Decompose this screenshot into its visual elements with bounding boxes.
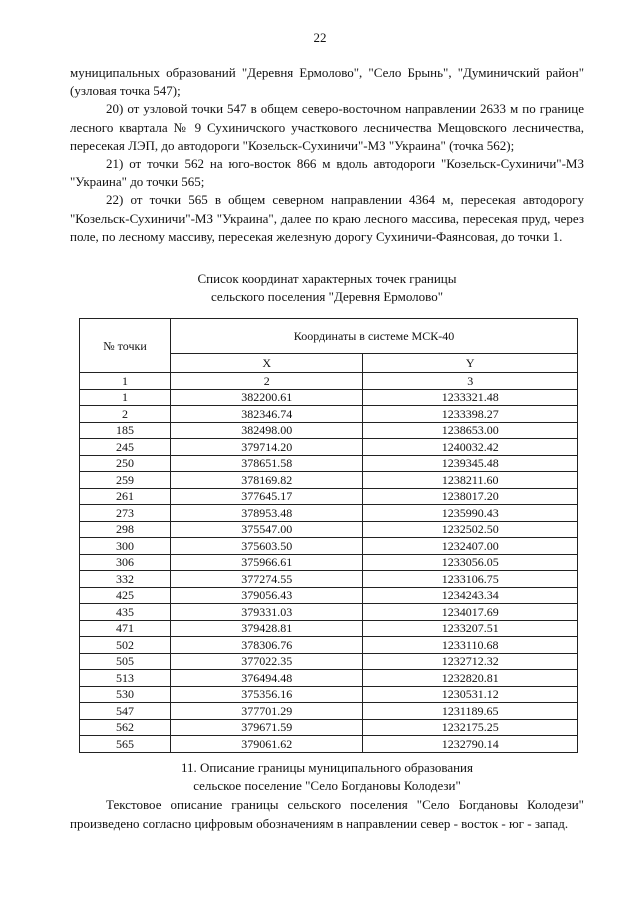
- coordinates-list-title: [60, 270, 594, 306]
- section-11-title: [60, 759, 594, 795]
- list-title-line-1: Список координат характерных точек границы: [197, 271, 457, 286]
- y-coordinate-cell: 1239345.48: [363, 455, 578, 472]
- header-y: Y: [363, 354, 578, 373]
- table-row: [80, 488, 578, 505]
- x-coordinate-cell: 377701.29: [171, 703, 363, 720]
- y-coordinate-cell: 1238211.60: [363, 472, 578, 489]
- paragraph-21: 21) от точки 562 на юго-восток 866 м вдоль автодороги "Козельск-Сухиничи"-МЗ "Украина" до точки 565;: [70, 156, 584, 190]
- point-number-cell: 505: [80, 653, 171, 670]
- y-coordinate-cell: 1232407.00: [363, 538, 578, 555]
- x-coordinate-cell: 377022.35: [171, 653, 363, 670]
- table-body: [80, 373, 578, 753]
- point-number-cell: 1: [80, 389, 171, 406]
- y-coordinate-cell: 1232502.50: [363, 521, 578, 538]
- table-row: [80, 439, 578, 456]
- table-row: [80, 521, 578, 538]
- point-number-cell: 300: [80, 538, 171, 555]
- table-row: [80, 538, 578, 555]
- y-coordinate-cell: 1234243.34: [363, 587, 578, 604]
- y-coordinate-cell: 1233321.48: [363, 389, 578, 406]
- table-row: [80, 703, 578, 720]
- section-11-paragraph: Текстовое описание границы сельского поселения "Село Богдановы Колодези" произведено согласно цифровым обозначениям в направлении север - восток - юг - запад.: [70, 797, 584, 831]
- x-coordinate-cell: 375547.00: [171, 521, 363, 538]
- x-coordinate-cell: 379428.81: [171, 620, 363, 637]
- y-coordinate-cell: 1230531.12: [363, 686, 578, 703]
- point-number-cell: 502: [80, 637, 171, 654]
- point-number-cell: 273: [80, 505, 171, 522]
- x-coordinate-cell: 378306.76: [171, 637, 363, 654]
- section-title-line-2: сельское поселение "Село Богдановы Колодези": [193, 778, 461, 793]
- point-number-cell: 530: [80, 686, 171, 703]
- point-number-cell: 250: [80, 455, 171, 472]
- x-coordinate-cell: 375356.16: [171, 686, 363, 703]
- table-row: [80, 455, 578, 472]
- table-row: [80, 719, 578, 736]
- x-coordinate-cell: 379331.03: [171, 604, 363, 621]
- point-number-cell: 259: [80, 472, 171, 489]
- x-coordinate-cell: 378953.48: [171, 505, 363, 522]
- point-number-cell: 425: [80, 587, 171, 604]
- section-11-description: [70, 796, 584, 833]
- table-row: [80, 637, 578, 654]
- table-row: [80, 604, 578, 621]
- table-row: [80, 653, 578, 670]
- point-number-cell: 185: [80, 422, 171, 439]
- x-coordinate-cell: 377274.55: [171, 571, 363, 588]
- y-coordinate-cell: 1233106.75: [363, 571, 578, 588]
- table-row: [80, 505, 578, 522]
- point-number-cell: 2: [80, 406, 171, 423]
- boundary-description: [70, 64, 584, 246]
- x-coordinate-cell: 382498.00: [171, 422, 363, 439]
- y-coordinate-cell: 1238017.20: [363, 488, 578, 505]
- list-title-line-2: сельского поселения "Деревня Ермолово": [210, 289, 444, 304]
- x-coordinate-cell: 375603.50: [171, 538, 363, 555]
- point-number-cell: 298: [80, 521, 171, 538]
- table-row: [80, 406, 578, 423]
- point-number-cell: 306: [80, 554, 171, 571]
- y-coordinate-cell: 1232712.32: [363, 653, 578, 670]
- y-coordinate-cell: 1233056.05: [363, 554, 578, 571]
- table-row: [80, 389, 578, 406]
- point-number-cell: 547: [80, 703, 171, 720]
- point-number-cell: 435: [80, 604, 171, 621]
- x-coordinate-cell: 378169.82: [171, 472, 363, 489]
- y-coordinate-cell: 1240032.42: [363, 439, 578, 456]
- paragraph-22: 22) от точки 565 в общем северном направлении 4364 м, пересекая автодорогу "Козельск-Сухиничи"-МЗ "Украина", далее по краю лесного массива, пересекая пруд, через поле, по лесному массиву, пересекая железную дорогу Сухиничи-Фаянсовая, до точки 1.: [70, 192, 584, 244]
- x-coordinate-cell: 379714.20: [171, 439, 363, 456]
- table-row: [80, 422, 578, 439]
- y-coordinate-cell: 1233110.68: [363, 637, 578, 654]
- x-coordinate-cell: 382346.74: [171, 406, 363, 423]
- table-row: [80, 620, 578, 637]
- y-coordinate-cell: 1234017.69: [363, 604, 578, 621]
- table-row: [80, 554, 578, 571]
- table-row: [80, 587, 578, 604]
- y-coordinate-cell: 1231189.65: [363, 703, 578, 720]
- table-row: [80, 686, 578, 703]
- paragraph-20: 20) от узловой точки 547 в общем северо-восточном направлении 2633 м по границе лесного квартала № 9 Сухиничского участкового лесничества Мещовского лесничества, пересекая ЛЭП, до автодороги "Козельск-Сухиничи"-МЗ "Украина" (точка 562);: [70, 101, 584, 153]
- table-row: [80, 571, 578, 588]
- index-cell: 1: [80, 373, 171, 390]
- x-coordinate-cell: 379061.62: [171, 736, 363, 753]
- y-coordinate-cell: 1238653.00: [363, 422, 578, 439]
- x-coordinate-cell: 377645.17: [171, 488, 363, 505]
- x-coordinate-cell: 379671.59: [171, 719, 363, 736]
- y-coordinate-cell: 1232790.14: [363, 736, 578, 753]
- point-number-cell: 471: [80, 620, 171, 637]
- y-coordinate-cell: 1233398.27: [363, 406, 578, 423]
- point-number-cell: 261: [80, 488, 171, 505]
- y-coordinate-cell: 1235990.43: [363, 505, 578, 522]
- section-title-line-1: 11. Описание границы муниципального образования: [180, 760, 473, 775]
- index-cell: 3: [363, 373, 578, 390]
- header-coordinate-system: Координаты в системе МСК-40: [171, 319, 578, 354]
- header-x: X: [171, 354, 363, 373]
- x-coordinate-cell: 376494.48: [171, 670, 363, 687]
- x-coordinate-cell: 378651.58: [171, 455, 363, 472]
- point-number-cell: 565: [80, 736, 171, 753]
- y-coordinate-cell: 1232820.81: [363, 670, 578, 687]
- header-point-number: № точки: [80, 319, 171, 373]
- table-row: [80, 736, 578, 753]
- y-coordinate-cell: 1232175.25: [363, 719, 578, 736]
- x-coordinate-cell: 379056.43: [171, 587, 363, 604]
- point-number-cell: 562: [80, 719, 171, 736]
- paragraph-continuation: муниципальных образований "Деревня Ермолово", "Село Брынь", "Думиничский район" (узловая точка 547);: [70, 65, 584, 99]
- column-index-row: [80, 373, 578, 390]
- x-coordinate-cell: 375966.61: [171, 554, 363, 571]
- y-coordinate-cell: 1233207.51: [363, 620, 578, 637]
- index-cell: 2: [171, 373, 363, 390]
- table-row: [80, 670, 578, 687]
- point-number-cell: 513: [80, 670, 171, 687]
- page-number: 22: [313, 30, 327, 45]
- x-coordinate-cell: 382200.61: [171, 389, 363, 406]
- coordinates-table: [79, 318, 578, 753]
- table-row: [80, 472, 578, 489]
- point-number-cell: 332: [80, 571, 171, 588]
- point-number-cell: 245: [80, 439, 171, 456]
